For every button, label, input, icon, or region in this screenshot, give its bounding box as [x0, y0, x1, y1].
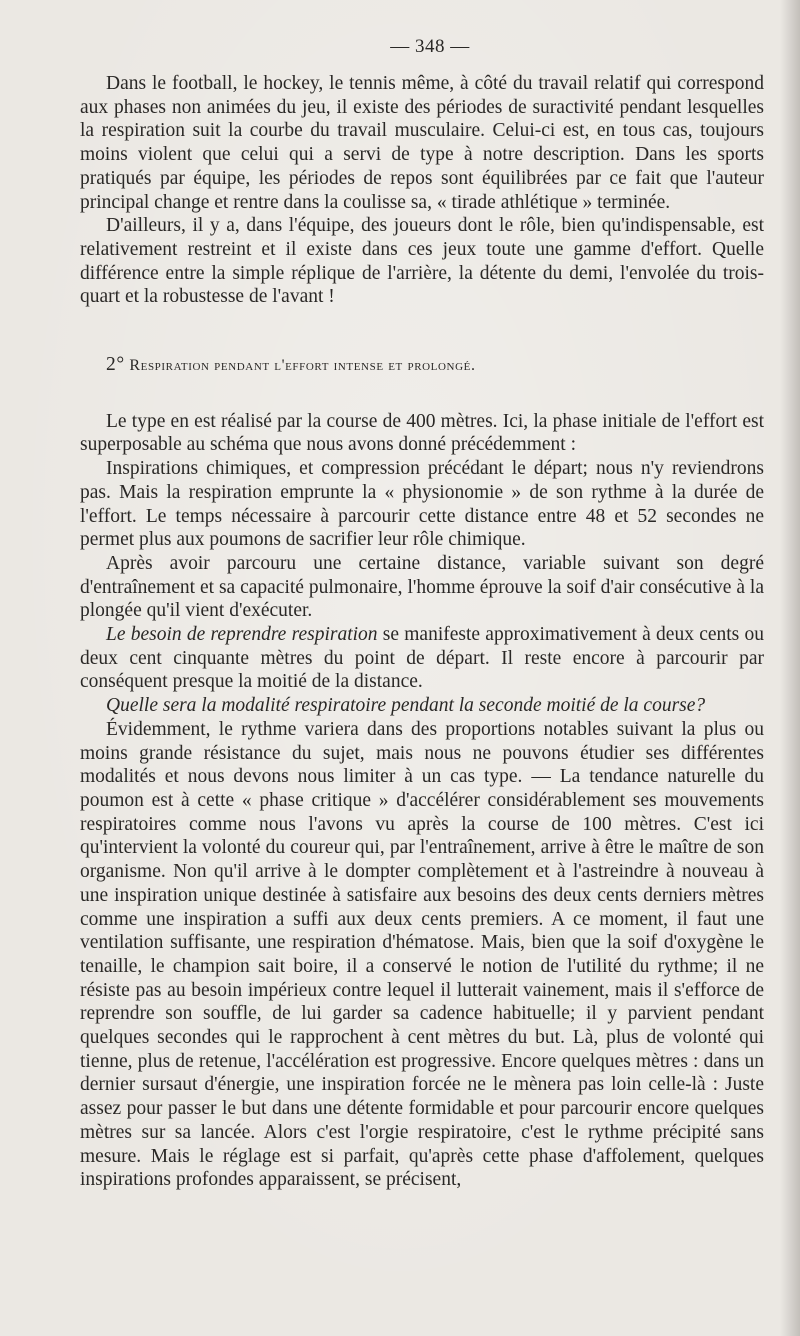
page-number: — 348 —	[390, 36, 470, 57]
paragraph-course-400: Le type en est réalisé par la course de 400 mètres. Ici, la phase initiale de l'effort est superposable au schéma que nous avons donné précédemment :	[80, 410, 764, 456]
paragraph-evidemment: Évidemment, le rythme variera dans des proportions notables suivant la plus ou moins grande résistance du sujet, mais nous ne pouvons étudier ses différentes modalités et nous devons nous limiter à un cas type. — La tendance naturelle du poumon est à cette « phase critique » d'accélérer considérablement ses mouvements respiratoires comme nous l'avons vu après la course de 100 mètres. C'est ici qu'intervient la volonté du coureur qui, par l'entraînement, arrive à être le maître de son organisme. Non qu'il arrive à le dompter complètement et à l'astreindre à nouveau à une inspiration unique destinée à satisfaire aux besoins des deux cents derniers mètres comme une inspiration a suffi aux deux cents premiers. A ce moment, il faut une ventilation suffisante, une respiration d'hématose. Mais, bien que la soif d'oxygène le tenaille, le champion sait boire, il a conservé le notion de l'utilité du rythme; il ne résiste pas au besoin impérieux contre lequel il lutterait vainement, mais il s'efforce de reprendre son souffle, de lui garder sa cadence habituelle; il y parvient pendant quelques secondes qui le rapprochent à cent mètres du but. Là, plus de volonté qui tienne, plus de retenue, l'accélération est progressive. Encore quelques mètres : dans un dernier sursaut d'énergie, une inspiration forcée ne le mènera pas loin celle-là : Juste assez pour passer le but dans une détente formidable et pour parcourir encore quelques mètres sur sa lancée. Alors c'est l'orgie respiratoire, c'est le rythme précipité sans mesure. Mais le réglage est si parfait, qu'après cette phase d'affolement, quelques inspirations profondes apparaissent, se précisent,	[80, 718, 764, 1191]
section-title: Respiration pendant l'effort intense et prolongé.	[129, 357, 476, 375]
section-heading	[80, 353, 764, 378]
italic-lead: Le besoin de reprendre respiration	[106, 624, 378, 646]
paragraph-distance: Après avoir parcouru une certaine distance, variable suivant son degré d'entraînement et sa capacité pulmonaire, l'homme éprouve la soif d'air consécutive à la plongée qu'il vient d'exécuter.	[80, 552, 764, 622]
paragraph-besoin-rest: se manifeste approximativement à deux cents ou deux cent cinquante mètres du point de départ. Il reste encore à parcourir par conséquent presque la moitié de la distance.	[80, 624, 765, 693]
paragraph-inspirations: Inspirations chimiques, et compression précédant le départ; nous n'y reviendrons pas. Mais la respiration emprunte la « physionomie » de son rythme à la durée de l'effort. Le temps nécessaire à parcourir cette distance entre 48 et 52 secondes ne permet plus aux poumons de sacrifier leur rôle chimique.	[80, 458, 764, 551]
paragraph-besoin	[80, 623, 764, 694]
page-edge-shadow	[780, 0, 800, 1336]
paragraph-sports-equipe: Dans le football, le hockey, le tennis même, à côté du travail relatif qui correspond aux phases non animées du jeu, il existe des périodes de suractivité pendant lesquelles la respiration suit la courbe du travail musculaire. Celui-ci est, en tous cas, toujours moins violent que celui qui a servi de type à notre description. Dans les sports pratiqués par équipe, les périodes de repos sont équilibrées par ce fait que l'auteur principal change et rentre dans la coulisse sa, « tirade athlétique » terminée.	[80, 73, 764, 213]
question-line: Quelle sera la modalité respiratoire pendant la seconde moitié de la course?	[106, 695, 706, 717]
section-number: 2°	[106, 354, 125, 376]
body-text	[80, 72, 764, 1192]
paragraph-equipe-joueurs: D'ailleurs, il y a, dans l'équipe, des joueurs dont le rôle, bien qu'indispensable, est relativement restreint et il existe dans ces jeux toute une gamme d'effort. Quelle différence entre la simple réplique de l'arrière, la détente du demi, l'envolée du trois-quart et la robustesse de l'avant !	[80, 215, 764, 308]
